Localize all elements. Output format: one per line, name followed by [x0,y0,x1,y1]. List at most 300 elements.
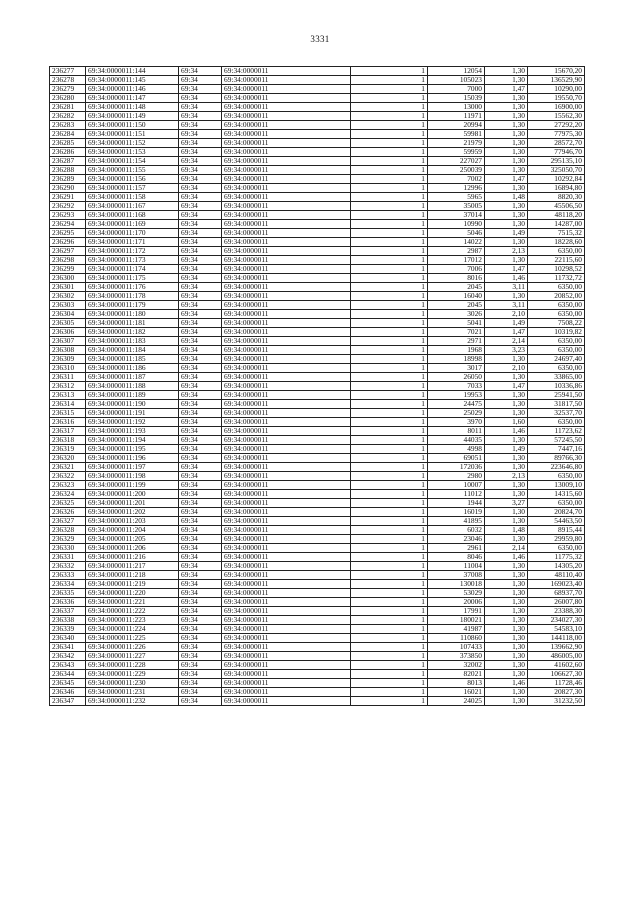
rate-cell: 1,30 [485,112,528,121]
quarter-number-cell: 69:34:0000011 [222,598,351,607]
table-row [50,526,585,535]
quarter-number-cell: 69:34:0000011 [222,229,351,238]
row-number-cell: 236292 [50,202,86,211]
table-row [50,274,585,283]
table-row [50,409,585,418]
quarter-number-cell: 69:34:0000011 [222,103,351,112]
district-code-cell: 69:34 [179,256,222,265]
table-row [50,373,585,382]
rate-cell: 2,14 [485,337,528,346]
table-row [50,490,585,499]
area-cell: 24475 [428,400,485,409]
table-row [50,364,585,373]
row-number-cell: 236295 [50,229,86,238]
quarter-number-cell: 69:34:0000011 [222,418,351,427]
quarter-number-cell: 69:34:0000011 [222,292,351,301]
cadastral-value-cell: 8915,44 [528,526,585,535]
rate-cell: 1,30 [485,121,528,130]
rate-cell: 2,13 [485,247,528,256]
rate-cell: 1,30 [485,184,528,193]
cadastral-number-cell: 69:34:0000011:194 [86,436,179,445]
cadastral-number-cell: 69:34:0000011:151 [86,130,179,139]
district-code-cell: 69:34 [179,436,222,445]
row-number-cell: 236316 [50,418,86,427]
district-code-cell: 69:34 [179,463,222,472]
table-row [50,175,585,184]
area-cell: 21979 [428,139,485,148]
district-code-cell: 69:34 [179,517,222,526]
cadastral-value-cell: 54583,10 [528,625,585,634]
district-code-cell: 69:34 [179,508,222,517]
quarter-number-cell: 69:34:0000011 [222,391,351,400]
district-code-cell: 69:34 [179,490,222,499]
rate-cell: 1,30 [485,517,528,526]
table-row [50,265,585,274]
cadastral-value-cell: 29959,80 [528,535,585,544]
quarter-number-cell: 69:34:0000011 [222,265,351,274]
area-cell: 35005 [428,202,485,211]
rate-cell: 1,48 [485,526,528,535]
area-cell: 16040 [428,292,485,301]
quarter-number-cell: 69:34:0000011 [222,463,351,472]
row-number-cell: 236299 [50,265,86,274]
count-cell: 1 [351,274,428,283]
quarter-number-cell: 69:34:0000011 [222,571,351,580]
cadastral-number-cell: 69:34:0000011:189 [86,391,179,400]
cadastral-value-cell: 8820,30 [528,193,585,202]
table-row [50,418,585,427]
quarter-number-cell: 69:34:0000011 [222,499,351,508]
area-cell: 18998 [428,355,485,364]
table-row [50,445,585,454]
count-cell: 1 [351,301,428,310]
row-number-cell: 236304 [50,310,86,319]
cadastral-value-cell: 6350,00 [528,337,585,346]
area-cell: 7033 [428,382,485,391]
cadastral-number-cell: 69:34:0000011:227 [86,652,179,661]
rate-cell: 1,30 [485,148,528,157]
district-code-cell: 69:34 [179,643,222,652]
cadastral-value-cell: 15562,30 [528,112,585,121]
table-row [50,310,585,319]
rate-cell: 1,30 [485,292,528,301]
table-row [50,85,585,94]
quarter-number-cell: 69:34:0000011 [222,607,351,616]
district-code-cell: 69:34 [179,616,222,625]
row-number-cell: 236305 [50,319,86,328]
table-row [50,454,585,463]
count-cell: 1 [351,490,428,499]
table-row [50,130,585,139]
cadastral-number-cell: 69:34:0000011:196 [86,454,179,463]
table-row [50,580,585,589]
district-code-cell: 69:34 [179,688,222,697]
cadastral-number-cell: 69:34:0000011:185 [86,355,179,364]
district-code-cell: 69:34 [179,292,222,301]
rate-cell: 1,30 [485,373,528,382]
row-number-cell: 236317 [50,427,86,436]
row-number-cell: 236325 [50,499,86,508]
cadastral-value-cell: 54463,50 [528,517,585,526]
cadastral-number-cell: 69:34:0000011:225 [86,634,179,643]
row-number-cell: 236300 [50,274,86,283]
row-number-cell: 236341 [50,643,86,652]
row-number-cell: 236285 [50,139,86,148]
area-cell: 82021 [428,670,485,679]
district-code-cell: 69:34 [179,562,222,571]
cadastral-number-cell: 69:34:0000011:221 [86,598,179,607]
quarter-number-cell: 69:34:0000011 [222,373,351,382]
area-cell: 227027 [428,157,485,166]
district-code-cell: 69:34 [179,526,222,535]
rate-cell: 1,30 [485,634,528,643]
cadastral-number-cell: 69:34:0000011:219 [86,580,179,589]
cadastral-value-cell: 11723,62 [528,427,585,436]
area-cell: 44035 [428,436,485,445]
area-cell: 17012 [428,256,485,265]
district-code-cell: 69:34 [179,157,222,166]
area-cell: 12054 [428,67,485,76]
district-code-cell: 69:34 [179,175,222,184]
row-number-cell: 236343 [50,661,86,670]
quarter-number-cell: 69:34:0000011 [222,688,351,697]
area-cell: 2045 [428,301,485,310]
quarter-number-cell: 69:34:0000011 [222,238,351,247]
cadastral-value-cell: 45506,50 [528,202,585,211]
district-code-cell: 69:34 [179,535,222,544]
cadastral-number-cell: 69:34:0000011:157 [86,184,179,193]
row-number-cell: 236318 [50,436,86,445]
rate-cell: 1,30 [485,589,528,598]
district-code-cell: 69:34 [179,607,222,616]
quarter-number-cell: 69:34:0000011 [222,310,351,319]
cadastral-number-cell: 69:34:0000011:152 [86,139,179,148]
table-row [50,400,585,409]
area-cell: 23046 [428,535,485,544]
quarter-number-cell: 69:34:0000011 [222,544,351,553]
cadastral-value-cell: 7515,32 [528,229,585,238]
table-row [50,688,585,697]
area-cell: 105023 [428,76,485,85]
area-cell: 41895 [428,517,485,526]
cadastral-value-cell: 48118,20 [528,211,585,220]
quarter-number-cell: 69:34:0000011 [222,355,351,364]
count-cell: 1 [351,85,428,94]
cadastral-number-cell: 69:34:0000011:218 [86,571,179,580]
quarter-number-cell: 69:34:0000011 [222,184,351,193]
district-code-cell: 69:34 [179,427,222,436]
cadastral-value-cell: 20852,00 [528,292,585,301]
rate-cell: 1,48 [485,193,528,202]
rate-cell: 1,30 [485,616,528,625]
count-cell: 1 [351,364,428,373]
area-cell: 24025 [428,697,485,706]
count-cell: 1 [351,310,428,319]
quarter-number-cell: 69:34:0000011 [222,445,351,454]
district-code-cell: 69:34 [179,283,222,292]
table-row [50,166,585,175]
cadastral-number-cell: 69:34:0000011:173 [86,256,179,265]
rate-cell: 1,30 [485,166,528,175]
rate-cell: 1,30 [485,571,528,580]
row-number-cell: 236314 [50,400,86,409]
cadastral-value-cell: 14305,20 [528,562,585,571]
cadastral-value-cell: 10298,52 [528,265,585,274]
row-number-cell: 236331 [50,553,86,562]
area-cell: 15039 [428,94,485,103]
count-cell: 1 [351,418,428,427]
row-number-cell: 236330 [50,544,86,553]
rate-cell: 1,30 [485,652,528,661]
table-row [50,184,585,193]
table-row [50,139,585,148]
row-number-cell: 236342 [50,652,86,661]
quarter-number-cell: 69:34:0000011 [222,283,351,292]
area-cell: 1944 [428,499,485,508]
count-cell: 1 [351,220,428,229]
table-row [50,661,585,670]
cadastral-number-cell: 69:34:0000011:198 [86,472,179,481]
count-cell: 1 [351,481,428,490]
count-cell: 1 [351,157,428,166]
row-number-cell: 236328 [50,526,86,535]
area-cell: 11004 [428,562,485,571]
table-row [50,463,585,472]
district-code-cell: 69:34 [179,220,222,229]
quarter-number-cell: 69:34:0000011 [222,580,351,589]
district-code-cell: 69:34 [179,589,222,598]
cadastral-value-cell: 10290,00 [528,85,585,94]
table-row [50,337,585,346]
district-code-cell: 69:34 [179,598,222,607]
count-cell: 1 [351,616,428,625]
district-code-cell: 69:34 [179,274,222,283]
cadastral-number-cell: 69:34:0000011:230 [86,679,179,688]
count-cell: 1 [351,454,428,463]
cadastral-number-cell: 69:34:0000011:188 [86,382,179,391]
count-cell: 1 [351,463,428,472]
table-row [50,355,585,364]
row-number-cell: 236311 [50,373,86,382]
district-code-cell: 69:34 [179,121,222,130]
district-code-cell: 69:34 [179,67,222,76]
rate-cell: 1,30 [485,76,528,85]
rate-cell: 1,30 [485,130,528,139]
district-code-cell: 69:34 [179,652,222,661]
cadastral-value-cell: 68937,70 [528,589,585,598]
cadastral-number-cell: 69:34:0000011:220 [86,589,179,598]
table-row [50,346,585,355]
rate-cell: 1,30 [485,490,528,499]
area-cell: 3026 [428,310,485,319]
area-cell: 8046 [428,553,485,562]
rate-cell: 1,47 [485,265,528,274]
area-cell: 5041 [428,319,485,328]
area-cell: 2987 [428,247,485,256]
area-cell: 4998 [428,445,485,454]
rate-cell: 1,30 [485,157,528,166]
quarter-number-cell: 69:34:0000011 [222,508,351,517]
quarter-number-cell: 69:34:0000011 [222,625,351,634]
table-row [50,211,585,220]
rate-cell: 1,30 [485,661,528,670]
district-code-cell: 69:34 [179,499,222,508]
cadastral-number-cell: 69:34:0000011:182 [86,328,179,337]
cadastral-value-cell: 48110,40 [528,571,585,580]
area-cell: 3970 [428,418,485,427]
cadastral-number-cell: 69:34:0000011:184 [86,346,179,355]
count-cell: 1 [351,679,428,688]
cadastral-number-cell: 69:34:0000011:168 [86,211,179,220]
area-cell: 37008 [428,571,485,580]
quarter-number-cell: 69:34:0000011 [222,256,351,265]
row-number-cell: 236296 [50,238,86,247]
count-cell: 1 [351,472,428,481]
row-number-cell: 236337 [50,607,86,616]
cadastral-number-cell: 69:34:0000011:147 [86,94,179,103]
cadastral-value-cell: 10319,82 [528,328,585,337]
cadastral-number-cell: 69:34:0000011:153 [86,148,179,157]
rate-cell: 1,47 [485,328,528,337]
rate-cell: 1,30 [485,454,528,463]
rate-cell: 2,14 [485,544,528,553]
table-row [50,193,585,202]
row-number-cell: 236329 [50,535,86,544]
cadastral-value-cell: 14287,00 [528,220,585,229]
cadastral-value-cell: 32537,70 [528,409,585,418]
quarter-number-cell: 69:34:0000011 [222,202,351,211]
district-code-cell: 69:34 [179,238,222,247]
cadastral-value-cell: 6350,00 [528,499,585,508]
cadastral-number-cell: 69:34:0000011:197 [86,463,179,472]
district-code-cell: 69:34 [179,139,222,148]
cadastral-number-cell: 69:34:0000011:167 [86,202,179,211]
district-code-cell: 69:34 [179,103,222,112]
district-code-cell: 69:34 [179,85,222,94]
row-number-cell: 236286 [50,148,86,157]
cadastral-value-cell: 18228,60 [528,238,585,247]
rate-cell: 1,30 [485,202,528,211]
district-code-cell: 69:34 [179,319,222,328]
district-code-cell: 69:34 [179,580,222,589]
quarter-number-cell: 69:34:0000011 [222,697,351,706]
rate-cell: 1,60 [485,418,528,427]
table-row [50,598,585,607]
cadastral-value-cell: 14315,60 [528,490,585,499]
area-cell: 12996 [428,184,485,193]
table-row [50,634,585,643]
cadastral-number-cell: 69:34:0000011:222 [86,607,179,616]
table-row [50,679,585,688]
district-code-cell: 69:34 [179,382,222,391]
district-code-cell: 69:34 [179,634,222,643]
rate-cell: 1,30 [485,481,528,490]
area-cell: 172036 [428,463,485,472]
district-code-cell: 69:34 [179,697,222,706]
cadastral-value-cell: 10336,86 [528,382,585,391]
cadastral-number-cell: 69:34:0000011:204 [86,526,179,535]
area-cell: 2971 [428,337,485,346]
area-cell: 110860 [428,634,485,643]
cadastral-number-cell: 69:34:0000011:183 [86,337,179,346]
cadastral-value-cell: 15670,20 [528,67,585,76]
district-code-cell: 69:34 [179,553,222,562]
rate-cell: 1,46 [485,427,528,436]
count-cell: 1 [351,544,428,553]
district-code-cell: 69:34 [179,454,222,463]
area-cell: 2961 [428,544,485,553]
table-row [50,328,585,337]
quarter-number-cell: 69:34:0000011 [222,121,351,130]
count-cell: 1 [351,193,428,202]
quarter-number-cell: 69:34:0000011 [222,112,351,121]
area-cell: 180021 [428,616,485,625]
row-number-cell: 236344 [50,670,86,679]
cadastral-value-cell: 57245,50 [528,436,585,445]
rate-cell: 1,30 [485,625,528,634]
cadastral-value-cell: 33865,00 [528,373,585,382]
count-cell: 1 [351,589,428,598]
table-row [50,508,585,517]
quarter-number-cell: 69:34:0000011 [222,211,351,220]
rate-cell: 1,30 [485,670,528,679]
row-number-cell: 236335 [50,589,86,598]
cadastral-number-cell: 69:34:0000011:229 [86,670,179,679]
cadastral-value-cell: 26007,80 [528,598,585,607]
rate-cell: 1,30 [485,643,528,652]
area-cell: 373850 [428,652,485,661]
district-code-cell: 69:34 [179,265,222,274]
cadastral-value-cell: 6350,00 [528,247,585,256]
district-code-cell: 69:34 [179,112,222,121]
district-code-cell: 69:34 [179,229,222,238]
cadastral-number-cell: 69:34:0000011:217 [86,562,179,571]
cadastral-value-cell: 41602,60 [528,661,585,670]
count-cell: 1 [351,238,428,247]
cadastral-value-cell: 16900,00 [528,103,585,112]
cadastral-value-cell: 169023,40 [528,580,585,589]
quarter-number-cell: 69:34:0000011 [222,76,351,85]
district-code-cell: 69:34 [179,328,222,337]
row-number-cell: 236306 [50,328,86,337]
quarter-number-cell: 69:34:0000011 [222,589,351,598]
cadastral-value-cell: 10292,84 [528,175,585,184]
cadastral-value-cell: 89766,30 [528,454,585,463]
row-number-cell: 236312 [50,382,86,391]
cadastral-value-cell: 20824,70 [528,508,585,517]
cadastral-value-cell: 106627,30 [528,670,585,679]
row-number-cell: 236288 [50,166,86,175]
count-cell: 1 [351,319,428,328]
count-cell: 1 [351,67,428,76]
quarter-number-cell: 69:34:0000011 [222,409,351,418]
district-code-cell: 69:34 [179,445,222,454]
cadastral-value-cell: 295135,10 [528,157,585,166]
count-cell: 1 [351,112,428,121]
cadastral-number-cell: 69:34:0000011:226 [86,643,179,652]
quarter-number-cell: 69:34:0000011 [222,193,351,202]
rate-cell: 1,30 [485,238,528,247]
cadastral-value-cell: 23388,30 [528,607,585,616]
count-cell: 1 [351,670,428,679]
district-code-cell: 69:34 [179,337,222,346]
cadastral-number-cell: 69:34:0000011:169 [86,220,179,229]
row-number-cell: 236334 [50,580,86,589]
district-code-cell: 69:34 [179,409,222,418]
cadastral-number-cell: 69:34:0000011:145 [86,76,179,85]
area-cell: 13000 [428,103,485,112]
row-number-cell: 236315 [50,409,86,418]
